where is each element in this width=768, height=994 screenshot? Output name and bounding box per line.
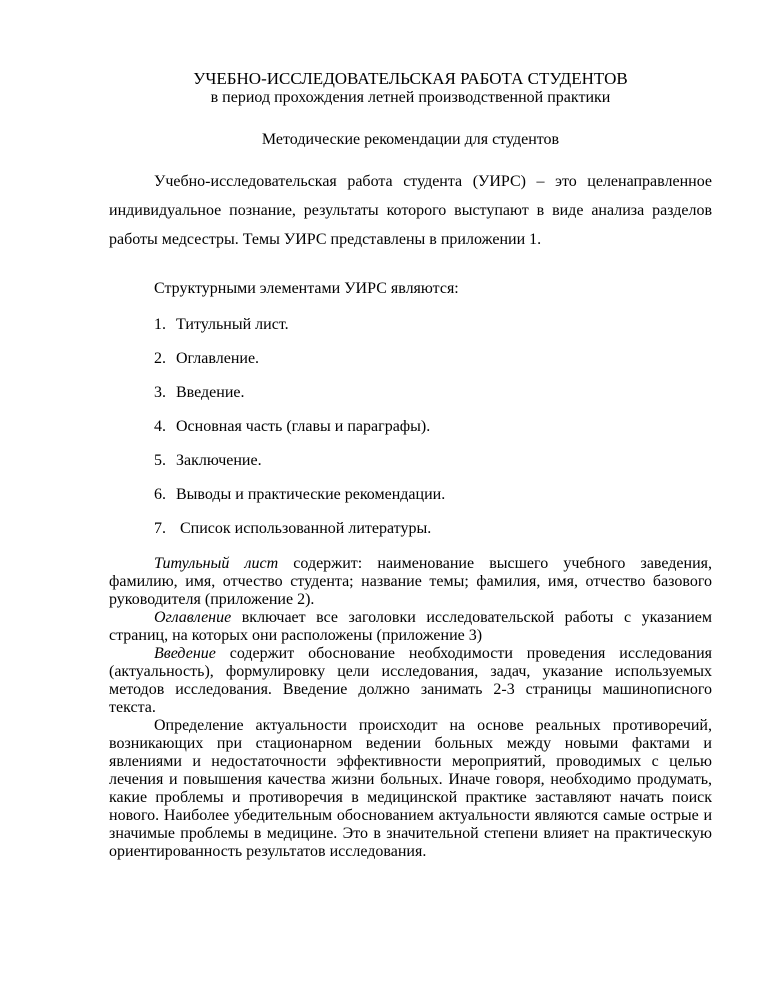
list-item-number: 5.: [154, 452, 166, 469]
list-item-text: Основная часть (главы и параграфы).: [176, 418, 431, 435]
list-item-text: Введение.: [176, 384, 245, 401]
list-item: [154, 520, 712, 554]
intro-paragraph: Учебно-исследовательская работа студента (УИРС) – это целенаправленное индивидуальное познание, результаты которого выступают в виде анализа разделов работы медсестры. Темы УИРС представлены в приложении 1.: [109, 173, 712, 248]
list-item-number: 7.: [154, 520, 166, 537]
title-page-text: содержит: наименование высшего учебного заведения, фамилию, имя, отчество студента; название темы; фамилия, имя, отчество базового руководителя (приложение 2).: [109, 555, 712, 608]
list-item: [154, 486, 712, 520]
introduction-text: содержит обоснование необходимости проведения исследования (актуальность), формулировку цели исследования, задач, указание используемых методов исследования. Введение должно занимать 2-3 страницы машинописного текста.: [109, 645, 712, 716]
term-title-page: Титульный лист: [154, 555, 279, 572]
contents-text: включает все заголовки исследовательской работы с указанием страниц, на которых они расположены (приложение 3): [109, 609, 712, 644]
section-heading: Методические рекомендации для студентов: [261, 131, 560, 148]
list-item: [154, 452, 712, 486]
contents-paragraph: [109, 609, 712, 645]
term-introduction: Введение: [154, 645, 216, 662]
list-item-text: Оглавление.: [176, 350, 260, 367]
list-item-text: Выводы и практические рекомендации.: [176, 486, 446, 503]
list-item: [154, 350, 712, 384]
list-item-text: Список использованной литературы.: [176, 520, 432, 537]
body-text: [109, 555, 712, 861]
title-page-paragraph: [109, 555, 712, 609]
term-contents: Оглавление: [154, 609, 232, 626]
list-item-number: 4.: [154, 418, 166, 435]
list-item: [154, 384, 712, 418]
document-title: УЧЕБНО-ИССЛЕДОВАТЕЛЬСКАЯ РАБОТА СТУДЕНТОВ: [193, 69, 628, 88]
structure-list: [154, 316, 712, 554]
list-item-number: 6.: [154, 486, 166, 503]
list-item-text: Заключение.: [176, 452, 262, 469]
structure-heading: Структурными элементами УИРС являются:: [154, 280, 459, 297]
list-item-number: 3.: [154, 384, 166, 401]
list-item: [154, 316, 712, 350]
list-item-text: Титульный лист.: [176, 316, 289, 333]
list-item-number: 2.: [154, 350, 166, 367]
document-subtitle: в период прохождения летней производственной практики: [210, 89, 611, 106]
relevance-paragraph: Определение актуальности происходит на основе реальных противоречий, возникающих при стационарном ведении больных между новыми фактами и явлениями и недостаточности эффективности мероприятий, проводимых с целью лечения и повышения качества жизни больных. Иначе говоря, необходимо продумать, какие проблемы и противоречия в медицинской практике заставляют начать поиск нового. Наиболее убедительным обоснованием актуальности являются самые острые и значимые проблемы в медицине. Это в значительной степени влияет на практическую ориентированность результатов исследования.: [109, 717, 712, 860]
introduction-paragraph: [109, 645, 712, 717]
list-item-number: 1.: [154, 316, 166, 333]
list-item: [154, 418, 712, 452]
